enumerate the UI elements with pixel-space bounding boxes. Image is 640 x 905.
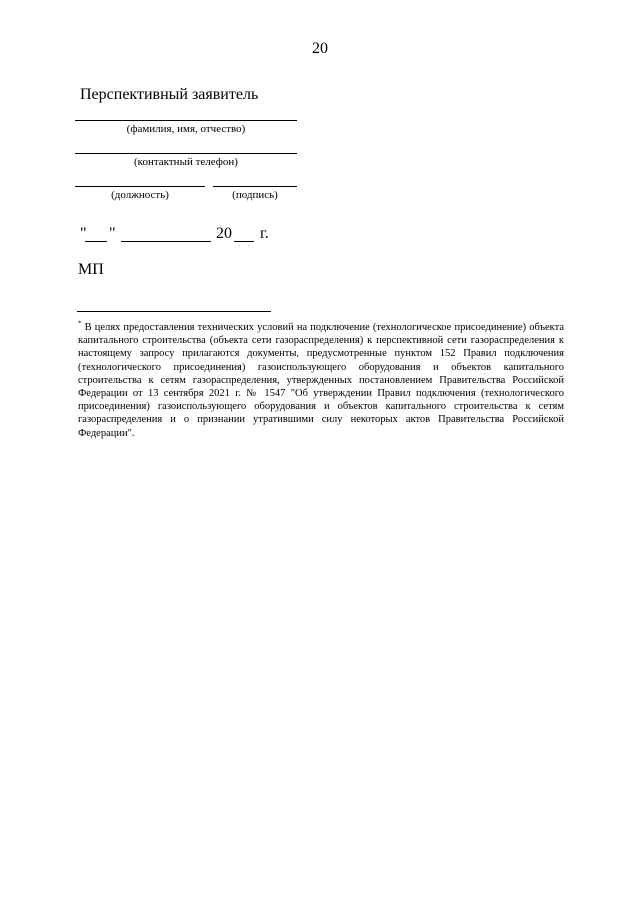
signature-caption: (подпись): [232, 189, 278, 201]
phone-line: [75, 153, 297, 154]
year-suffix: г.: [260, 225, 269, 242]
full-name-line: [75, 120, 297, 121]
day-blank: [85, 241, 107, 242]
stamp-label: МП: [78, 261, 104, 278]
date-quote-open: ": [80, 225, 87, 242]
signature-line: [213, 186, 297, 187]
year-prefix: 20: [216, 225, 232, 242]
footnote: [78, 321, 564, 440]
date-quote-close: ": [109, 225, 116, 242]
date-row: [80, 225, 380, 245]
position-line: [75, 186, 205, 187]
page-number: 20: [312, 40, 328, 57]
footnote-mark: *: [78, 319, 82, 328]
full-name-caption: (фамилия, имя, отчество): [126, 123, 246, 135]
position-caption: (должность): [111, 189, 169, 201]
phone-caption: (контактный телефон): [134, 156, 238, 168]
footnote-separator: [77, 311, 271, 312]
footnote-text: В целях предоставления технических условий на подключение (технологическое присоединение) объекта капитального строительства (объекта сети газораспределения) к перспективной сети газораспределения к настоящему запросу прилагаются документы, предусмотренные пунктом 152 Правил подключения (технологического присоединения) газоиспользующего оборудования и объектов капитального строительства к сетям газораспределения, утвержденных постановлением Правительства Российской Федерации от 13 сентября 2021 г. № 1547 "Об утверждении Правил подключения (технологического присоединения) газоиспользующего оборудования и объектов капитального строительства к сетям газораспределения и о признании утратившими силу некоторых актов Правительства Российской Федерации".: [78, 322, 564, 439]
applicant-title: Перспективный заявитель: [80, 86, 259, 103]
month-blank: [121, 241, 211, 242]
year-blank: [234, 241, 254, 242]
